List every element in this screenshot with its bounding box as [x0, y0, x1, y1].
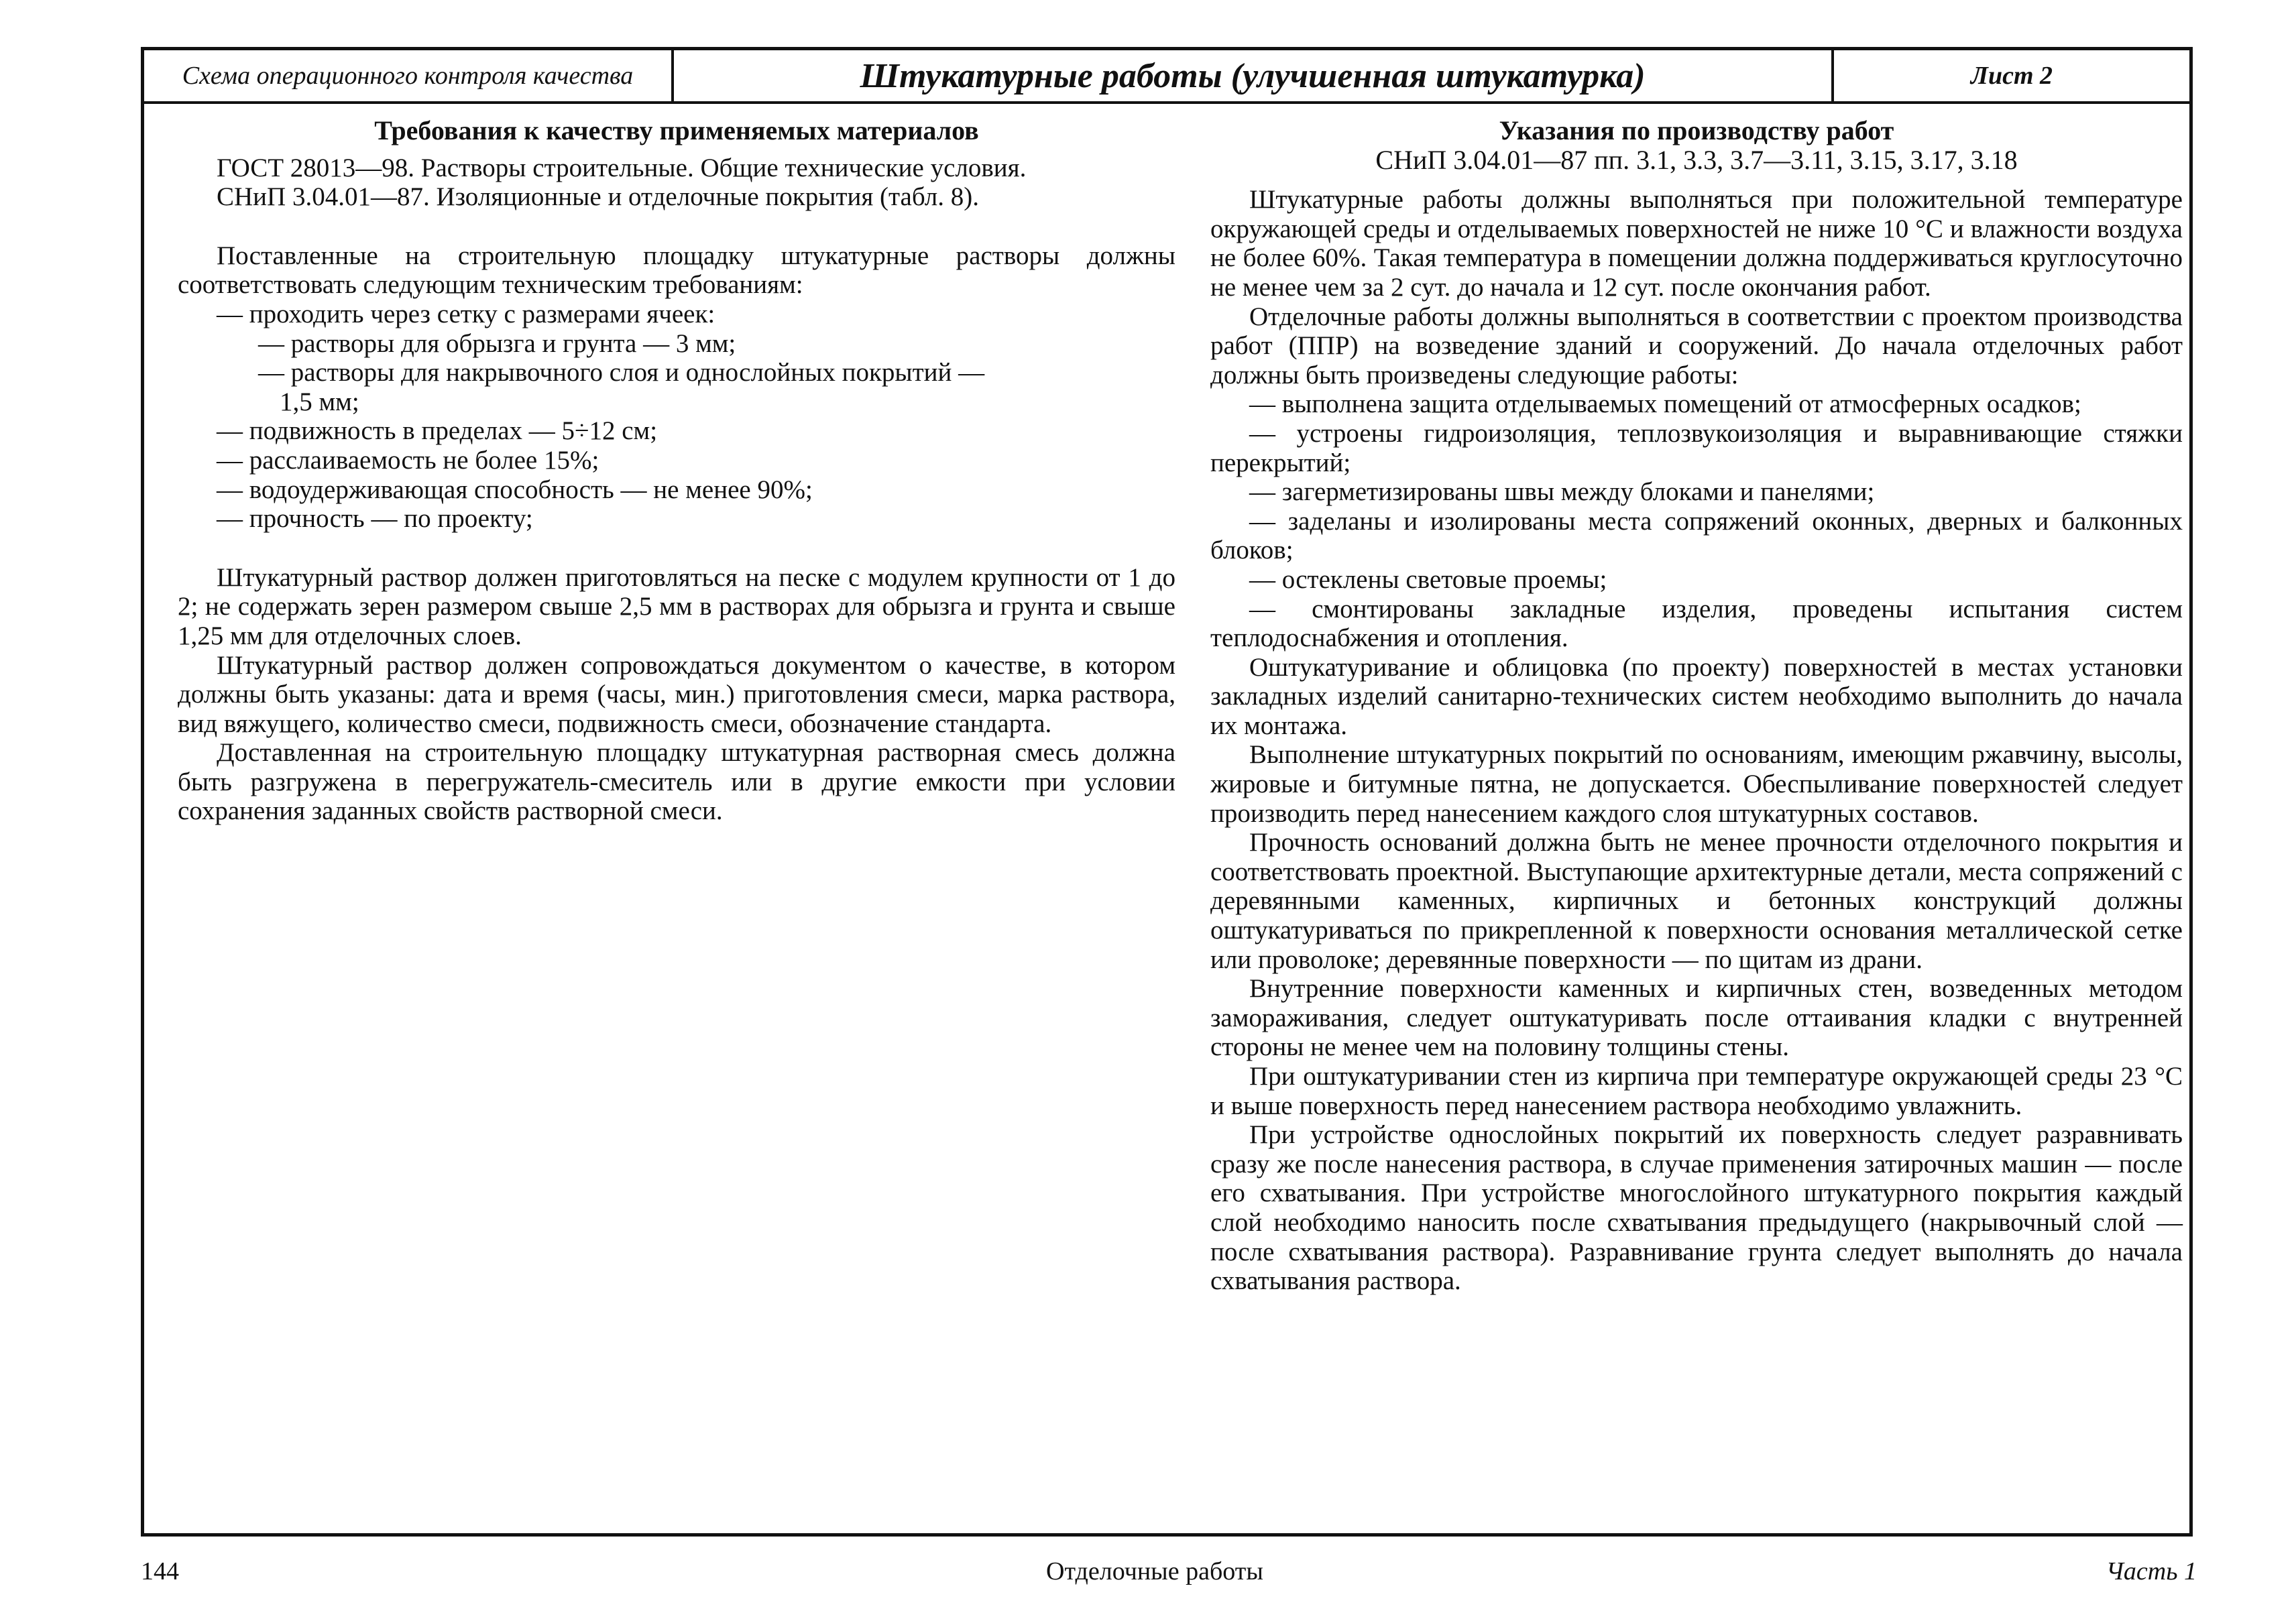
requirement-stratification: — расслаиваемость не более 15%;	[217, 445, 599, 475]
requirement-sieve-finish-value: 1,5 мм;	[280, 387, 359, 416]
prework-item-glazing: — остеклены световые проемы;	[1249, 564, 1607, 594]
footer-part: Часть 1	[2106, 1557, 2197, 1585]
paragraph-base-strength: Прочность оснований должна быть не менее прочности отделочного покрытия и соответствовать проектной. Выступающие архитектурные детали, места сопряжений с деревянными каменных, кирпичных и бетонных конструкций должны оштукатуриваться по прикрепленной к поверхности основания металлической сетке или проволоке; деревянные поверхности — по щитам из драни.	[1210, 828, 2183, 974]
paragraph-quality-document: Штукатурный раствор должен сопровождаться документом о качестве, в котором должны быть указаны: дата и время (часы, мин.) приготовления смеси, марка раствора, вид вяжущего, количество смеси, подвижность смеси, обозначение стандарта.	[178, 650, 1175, 738]
requirement-sieve-primer: — растворы для обрызга и грунта — 3 мм;	[258, 328, 736, 358]
prework-item-seams: — загерметизированы швы между блоками и панелями;	[1249, 477, 1875, 507]
left-column	[178, 116, 1175, 826]
right-column	[1210, 116, 2183, 1296]
requirement-sieve-finish: — растворы для накрывочного слоя и однослойных покрытий —	[258, 358, 985, 387]
paragraph-ppr: Отделочные работы должны выполняться в соответствии с проектом производства работ (ППР) на возведение зданий и сооружений. До начала отделочных работ должны быть произведены следующие работы:	[1210, 302, 2183, 389]
works-section-snip-reference: СНиП 3.04.01—87 пп. 3.1, 3.3, 3.7—3.11, 3.15, 3.17, 3.18	[1375, 144, 2018, 175]
paragraph-embedded-plastering: Оштукатуривание и облицовка (по проекту) поверхностей в местах установки закладных изделий санитарно-технических систем необходимо выполнить до начала их монтажа.	[1210, 652, 2183, 740]
prework-item-joints: — заделаны и изолированы места сопряжений оконных, дверных и балконных блоков;	[1210, 506, 2183, 565]
page-number: 144	[141, 1557, 179, 1585]
paragraph-sand: Штукатурный раствор должен приготовляться на песке с модулем крупности от 1 до 2; не содержать зерен размером свыше 2,5 мм в растворах для обрызга и грунта и свыше 1,25 мм для отделочных слоев.	[178, 562, 1175, 650]
requirement-water-retention: — водоудерживающая способность — не менее 90%;	[217, 475, 813, 504]
requirement-strength: — прочность — по проекту;	[217, 504, 533, 534]
requirement-mobility: — подвижность в пределах — 5÷12 см;	[217, 416, 658, 446]
works-section-title: Указания по производству работ	[1499, 115, 1894, 145]
header-scheme-label: Схема операционного контроля качества	[144, 50, 674, 101]
paragraph-base-contamination: Выполнение штукатурных покрытий по основаниям, имеющим ржавчину, высолы, жировые и битумные пятна, не допускается. Обеспыливание поверхностей следует производить перед нанесением каждого слоя штукатурных составов.	[1210, 740, 2183, 828]
header-sheet-number: Лист 2	[1970, 62, 2053, 90]
prework-item-protection: — выполнена защита отделываемых помещений от атмосферных осадков;	[1249, 389, 2081, 419]
paragraph-wetting: При оштукатуривании стен из кирпича при температуре окружающей среды 23 °С и выше поверхность перед нанесением раствора необходимо увлажнить.	[1210, 1062, 2183, 1120]
paragraph-leveling: При устройстве однослойных покрытий их поверхность следует разравнивать сразу же после нанесения раствора, в случае применения затирочных машин — после его схватывания. При устройстве многослойного штукатурного покрытия каждый слой необходимо наносить после схватывания предыдущего (накрывочный слой — после схватывания раствора). Разравнивание грунта следует выполнять до начала схватывания раствора.	[1210, 1120, 2183, 1296]
page-frame	[141, 47, 2193, 1537]
header-table	[144, 50, 2189, 104]
prework-item-embedded-parts: — смонтированы закладные изделия, проведены испытания систем теплодоснабжения и отопления.	[1210, 594, 2183, 653]
header-title: Штукатурные работы (улучшенная штукатурка)	[674, 50, 1834, 101]
gost-line-1: ГОСТ 28013—98. Растворы строительные. Общие технические условия.	[217, 153, 1027, 182]
requirement-sieve: — проходить через сетку с размерами ячеек:	[217, 299, 715, 328]
paragraph-temperature: Штукатурные работы должны выполняться при положительной температуре окружающей среды и отделываемых поверхностей не ниже 10 °С и влажности воздуха не более 60%. Такая температура в помещении должна поддерживаться круглосуточно не менее чем за 2 сут. до начала и 12 сут. после окончания работ.	[1210, 185, 2183, 302]
paragraph-unloading: Доставленная на строительную площадку штукатурная растворная смесь должна быть разгружена в перегружатель-смеситель или в другие емкости при условии сохранения заданных свойств растворной смеси.	[178, 738, 1175, 826]
snip-line-1: СНиП 3.04.01—87. Изоляционные и отделочные покрытия (табл. 8).	[217, 182, 979, 212]
materials-section-title: Требования к качеству применяемых материалов	[374, 115, 979, 145]
prework-item-insulation: — устроены гидроизоляция, теплозвукоизоляция и выравнивающие стяжки перекрытий;	[1210, 418, 2183, 477]
paragraph-frozen-walls: Внутренние поверхности каменных и кирпичных стен, возведенных методом замораживания, следует оштукатуривать после оттаивания кладки с внутренней стороны не менее чем на половину толщины стены.	[1210, 974, 2183, 1062]
footer-section: Отделочные работы	[1046, 1557, 1263, 1585]
requirements-intro: Поставленные на строительную площадку штукатурные растворы должны соответствовать следующим техническим требованиям:	[178, 241, 1175, 300]
